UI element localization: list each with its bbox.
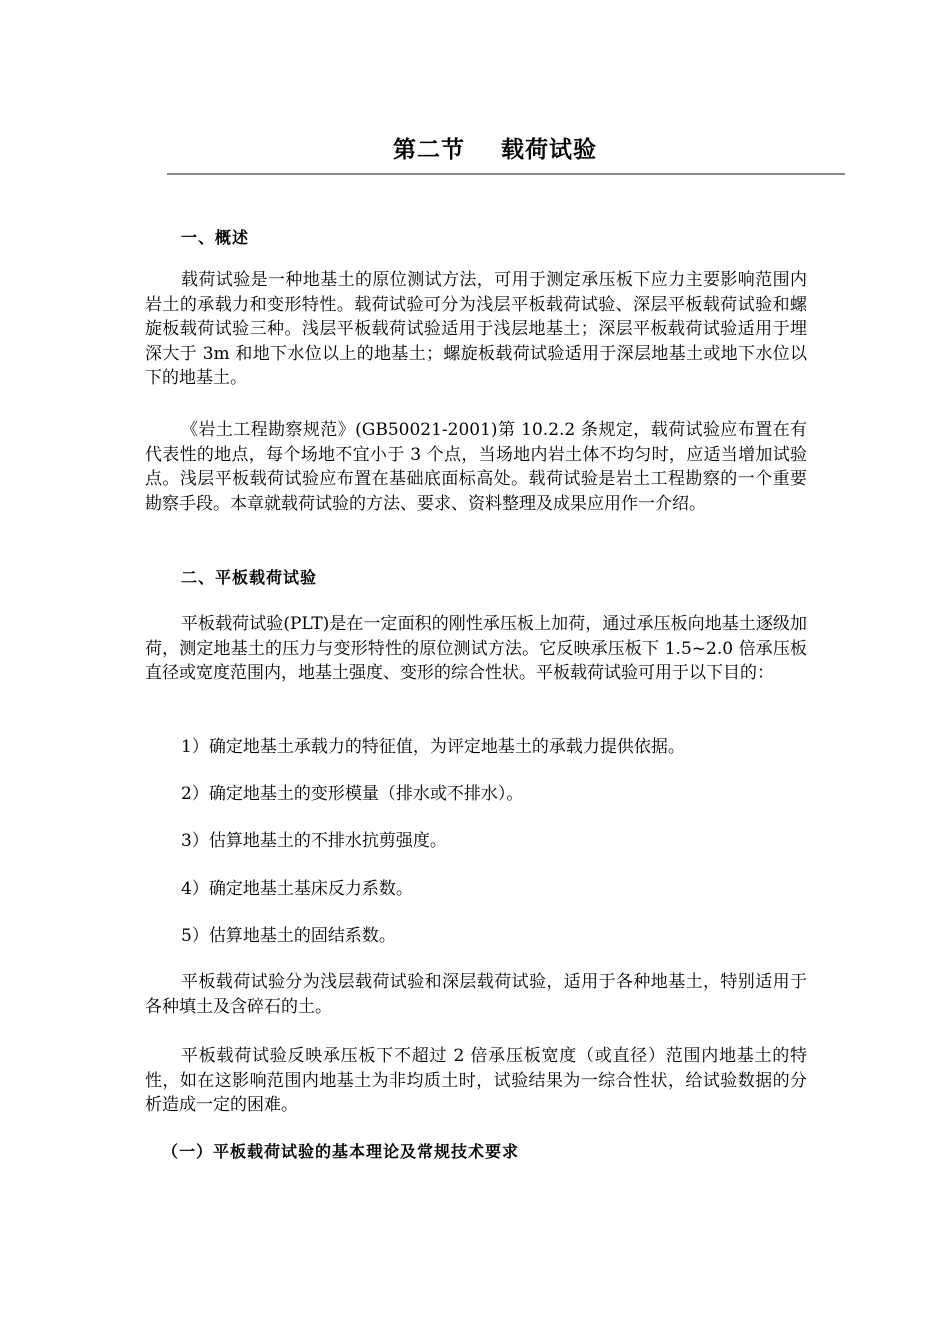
paragraph-plt-influence: 平板载荷试验反映承压板下不超过 2 倍承压板宽度（或直径）范围内地基土的特性，如在这影响范围内地基土为非均质土时，试验结果为一综合性状，给试验数据的分析造成一定的困难。 xyxy=(145,1046,807,1116)
purpose-item-5: 5）估算地基土的固结系数。 xyxy=(181,926,396,946)
paragraph-overview-2: 《岩土工程勘察规范》(GB50021-2001)第 10.2.2 条规定，载荷试验应布置在有代表性的地点，每个场地不宜小于 3 个点，当场地内岩土体不均匀时，应适当增加试验点。浅层平板载荷试验应布置在基础底面标高处。载荷试验是岩土工程勘察的一个重要勘察手段。本章就载荷试验的方法、要求、资料整理及成果应用作一介绍。 xyxy=(145,420,807,514)
title-underline xyxy=(167,173,845,175)
paragraph-overview-1: 载荷试验是一种地基土的原位测试方法，可用于测定承压板下应力主要影响范围内岩土的承载力和变形特性。载荷试验可分为浅层平板载荷试验、深层平板载荷试验和螺旋板载荷试验三种。浅层平板载荷试验适用于浅层地基土；深层平板载荷试验适用于埋深大于 3m 和地下水位以上的地基土；螺旋板载荷试验适用于深层地基土或地下水位以下的地基土。 xyxy=(145,270,807,389)
subsection-heading-basic-theory: （一）平板载荷试验的基本理论及常规技术要求 xyxy=(162,1142,520,1161)
page-title: 第二节 载荷试验 xyxy=(392,137,598,163)
purpose-item-2: 2）确定地基土的变形模量（排水或不排水）。 xyxy=(181,784,524,804)
paragraph-plt-intro: 平板载荷试验(PLT)是在一定面积的刚性承压板上加荷，通过承压板向地基土逐级加荷，测定地基土的压力与变形特性的原位测试方法。它反映承压板下 1.5~2.0 倍承压板直径或宽度范围内，地基土强度、变形的综合性状。平板载荷试验可用于以下目的： xyxy=(145,614,807,684)
purpose-item-1: 1）确定地基土承载力的特征值，为评定地基土的承载力提供依据。 xyxy=(181,737,685,757)
section-heading-plate-load-test: 二、平板载荷试验 xyxy=(181,568,318,587)
purpose-item-4: 4）确定地基土基床反力系数。 xyxy=(181,879,413,899)
paragraph-plt-scope: 平板载荷试验分为浅层载荷试验和深层载荷试验，适用于各种地基土，特别适用于各种填土及含碎石的土。 xyxy=(145,972,807,1017)
section-heading-overview: 一、概述 xyxy=(181,228,250,247)
purpose-item-3: 3）估算地基土的不排水抗剪强度。 xyxy=(181,831,447,851)
